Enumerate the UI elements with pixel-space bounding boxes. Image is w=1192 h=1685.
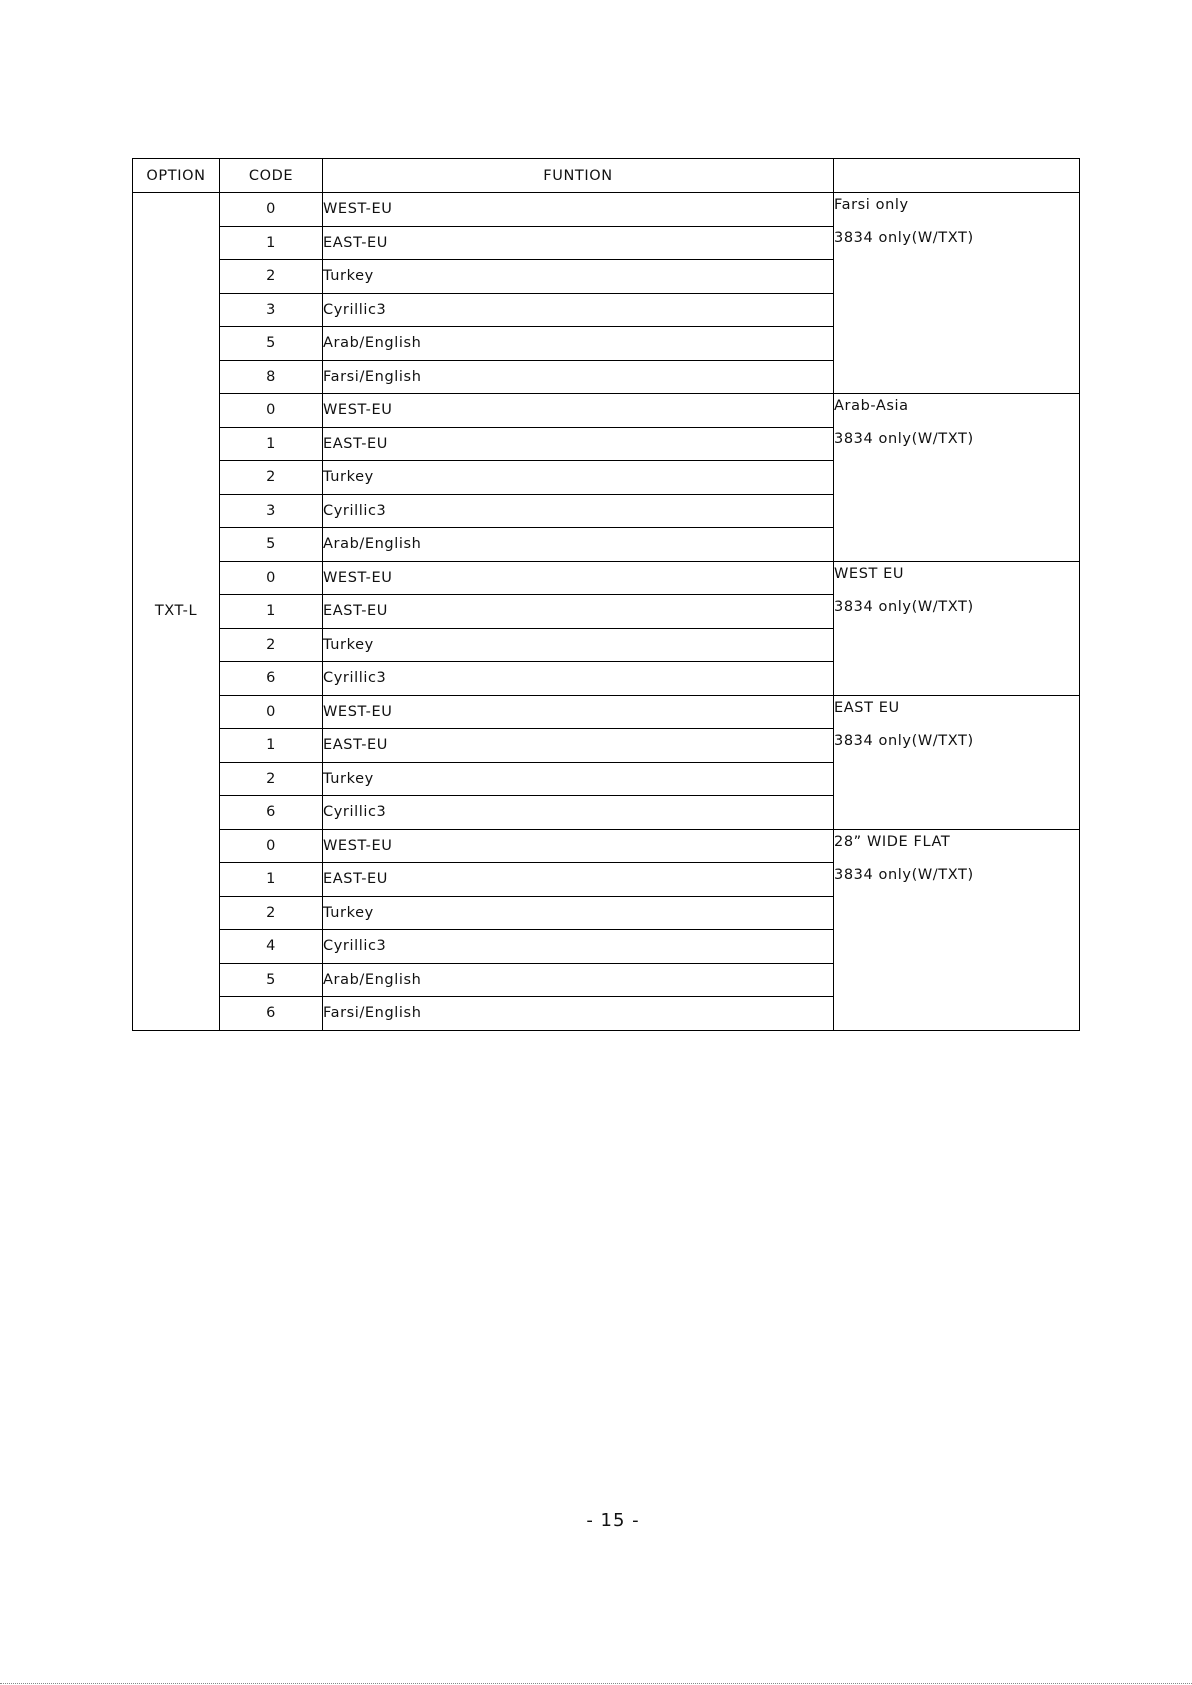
table-body [133,193,1080,1031]
table-row [133,695,1080,729]
group-note-line: 3834 only(W/TXT) [834,866,974,883]
group-note-cell [834,695,1080,829]
function-cell: Farsi/English [323,997,834,1031]
table-row [133,561,1080,595]
note-header [834,159,1080,193]
function-cell: WEST-EU [323,561,834,595]
function-cell: WEST-EU [323,695,834,729]
group-note-cell [834,394,1080,562]
function-cell: EAST-EU [323,729,834,763]
code-cell: 3 [220,494,323,528]
code-cell: 5 [220,528,323,562]
function-cell: Turkey [323,896,834,930]
function-cell: EAST-EU [323,595,834,629]
code-cell: 0 [220,561,323,595]
function-cell: Arab/English [323,528,834,562]
group-note-line: 28” WIDE FLAT [834,833,951,850]
function-cell: WEST-EU [323,394,834,428]
code-cell: 1 [220,863,323,897]
code-cell: 1 [220,729,323,763]
function-cell: WEST-EU [323,829,834,863]
function-cell: Arab/English [323,963,834,997]
group-note-line: Arab-Asia [834,398,909,414]
code-cell: 1 [220,595,323,629]
function-cell: EAST-EU [323,863,834,897]
function-cell: Cyrillic3 [323,796,834,830]
code-cell: 2 [220,628,323,662]
code-cell: 2 [220,762,323,796]
group-note-cell [834,561,1080,695]
table-row [133,394,1080,428]
code-cell: 2 [220,896,323,930]
option-cell: TXT-L [133,193,220,1031]
function-cell: Cyrillic3 [323,293,834,327]
function-cell: Turkey [323,260,834,294]
code-cell: 6 [220,662,323,696]
code-cell: 0 [220,394,323,428]
code-cell: 3 [220,293,323,327]
code-cell: 1 [220,226,323,260]
function-cell: Farsi/English [323,360,834,394]
group-note-line: 3834 only(W/TXT) [834,431,974,447]
option-code-table [132,158,1080,1031]
page-number: - 15 - [586,1510,640,1531]
code-cell: 6 [220,997,323,1031]
code-cell: 4 [220,930,323,964]
function-header: FUNTION [323,159,834,193]
code-cell: 0 [220,193,323,227]
option-header: OPTION [133,159,220,193]
code-cell: 6 [220,796,323,830]
table-row [133,193,1080,227]
function-cell: Turkey [323,762,834,796]
group-note-line: WEST EU [834,565,905,582]
code-cell: 5 [220,327,323,361]
group-note-cell [834,829,1080,1030]
code-cell: 8 [220,360,323,394]
function-cell: Cyrillic3 [323,930,834,964]
code-cell: 0 [220,695,323,729]
group-note-line: EAST EU [834,699,900,716]
function-cell: Arab/English [323,327,834,361]
function-cell: EAST-EU [323,226,834,260]
group-note-line: 3834 only(W/TXT) [834,230,974,246]
code-header: CODE [220,159,323,193]
group-note-line: 3834 only(W/TXT) [834,732,974,749]
code-cell: 0 [220,829,323,863]
code-cell: 5 [220,963,323,997]
group-note-cell [834,193,1080,394]
table-row [133,829,1080,863]
code-cell: 2 [220,260,323,294]
function-cell: Turkey [323,628,834,662]
page-bottom-divider [0,1683,1192,1684]
table-header-row [133,159,1080,193]
function-cell: WEST-EU [323,193,834,227]
group-note-line: Farsi only [834,197,909,213]
function-cell: Turkey [323,461,834,495]
code-cell: 2 [220,461,323,495]
code-cell: 1 [220,427,323,461]
function-cell: Cyrillic3 [323,494,834,528]
group-note-line: 3834 only(W/TXT) [834,598,974,615]
function-cell: EAST-EU [323,427,834,461]
function-cell: Cyrillic3 [323,662,834,696]
